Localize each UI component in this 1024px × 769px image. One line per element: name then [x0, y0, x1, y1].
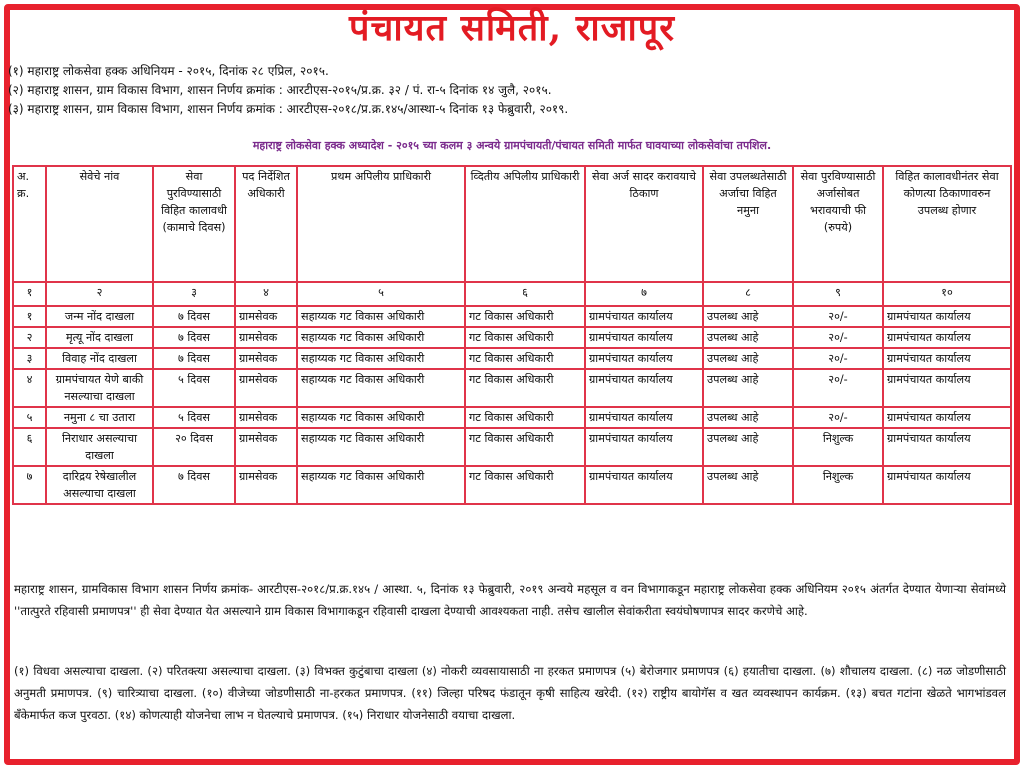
cell-fee: २०/- — [793, 407, 883, 428]
cell-serial: २ — [13, 327, 46, 348]
cell-application-form: उपलब्ध आहे — [703, 369, 793, 407]
column-number: ८ — [703, 282, 793, 306]
cell-time-limit: ५ दिवस — [153, 369, 235, 407]
cell-application-form: उपलब्ध आहे — [703, 428, 793, 466]
reference-item: (२) महाराष्ट्र शासन, ग्राम विकास विभाग, शासन निर्णय क्रमांक : आरटीएस-२०१५/प्र.क्र. ३२ / पं. रा-५ दिनांक १४ जुलै, २०१५. — [8, 83, 552, 97]
cell-delivery-place: ग्रामपंचायत कार्यालय — [883, 466, 1011, 504]
cell-serial: ६ — [13, 428, 46, 466]
cell-time-limit: ५ दिवस — [153, 407, 235, 428]
cell-designated-officer: ग्रामसेवक — [235, 306, 297, 327]
cell-first-appellate: सहाय्यक गट विकास अधिकारी — [297, 407, 465, 428]
cell-service-name: जन्म नोंद दाखला — [46, 306, 153, 327]
cell-application-form: उपलब्ध आहे — [703, 407, 793, 428]
header-first-appellate: प्रथम अपिलीय प्राधिकारी — [297, 166, 465, 282]
reference-item: (३) महाराष्ट्र शासन, ग्राम विकास विभाग, शासन निर्णय क्रमांक : आरटीएस-२०१८/प्र.क्र.१४५/आस्था-५ दिनांक १३ फेब्रुवारी, २०१९. — [8, 102, 569, 116]
column-number: ९ — [793, 282, 883, 306]
header-application-place: सेवा अर्ज सादर करावयाचे ठिकाण — [585, 166, 703, 282]
header-designated-officer: पद निर्देशित अधिकारी — [235, 166, 297, 282]
header-fee: सेवा पुरविण्यासाठी अर्जासोबत भरावयाची फी (रुपये) — [793, 166, 883, 282]
cell-first-appellate: सहाय्यक गट विकास अधिकारी — [297, 348, 465, 369]
table-row — [13, 306, 1011, 327]
cell-designated-officer: ग्रामसेवक — [235, 407, 297, 428]
cell-delivery-place: ग्रामपंचायत कार्यालय — [883, 369, 1011, 407]
cell-first-appellate: सहाय्यक गट विकास अधिकारी — [297, 306, 465, 327]
services-list: (१) विधवा असल्याचा दाखला. (२) परितक्त्या असल्याचा दाखला. (३) विभक्त कुटुंबाचा दाखला (४) नोकरी व्यवसायासाठी ना हरकत प्रमाणपत्र (५) बेरोजगार प्रमाणपत्र (६) हयातीचा दाखला. (७) शौचालय दाखला. (८) नळ जोडणीसाठी अनुमती प्रमाणपत्र. (९) चारित्र्याचा दाखला. (१०) वीजेच्या जोडणीसाठी ना-हरकत प्रमाणपत्र. (११) जिल्हा परिषद फंडातून कृषी साहित्य खरेदी. (१२) राष्ट्रीय बायोगॅस व खत व्यवस्थापन कार्यक्रम. (१३) बचत गटांना खेळते भागभांडवल बँकेमार्फत कज पुरवठा. (१४) कोणत्याही योजनेचा लाभ न घेतल्याचे प्रमाणपत्र. (१५) निराधार योजनेसाठी वयाचा दाखला. — [14, 664, 1006, 722]
column-number: ६ — [465, 282, 585, 306]
header-service-name: सेवेचे नांव — [46, 166, 153, 282]
reference-item: (१) महाराष्ट्र लोकसेवा हक्क अधिनियम - २०१५, दिनांक २८ एप्रिल, २०१५. — [8, 64, 329, 78]
cell-time-limit: ७ दिवस — [153, 348, 235, 369]
column-number: २ — [46, 282, 153, 306]
cell-first-appellate: सहाय्यक गट विकास अधिकारी — [297, 327, 465, 348]
note-paragraph: महाराष्ट्र शासन, ग्रामविकास विभाग शासन निर्णय क्रमांक- आरटीएस-२०१८/प्र.क्र.१४५ / आस्था. ५, दिनांक १३ फेब्रुवारी, २०१९ अन्वये महसूल व वन विभागाकडून महाराष्ट्र लोकसेवा हक्क अधिनियम २०१५ अंतर्गत देण्यात येणाऱ्या सेवांमध्ये ''तात्पुरते रहिवासी प्रमाणपत्र'' ही सेवा देण्यात येत असल्याने ग्राम विकास विभागाकडून रहिवासी दाखला देण्याची आवश्यकता नाही. तसेच खालील सेवांकरीता स्वयंघोषणापत्र सादर करणेचे आहे. — [14, 582, 1006, 618]
table-row — [13, 348, 1011, 369]
cell-service-name: नमुना ८ चा उतारा — [46, 407, 153, 428]
cell-application-place: ग्रामपंचायत कार्यालय — [585, 306, 703, 327]
column-number: ७ — [585, 282, 703, 306]
cell-delivery-place: ग्रामपंचायत कार्यालय — [883, 407, 1011, 428]
cell-application-place: ग्रामपंचायत कार्यालय — [585, 466, 703, 504]
column-number: ५ — [297, 282, 465, 306]
cell-designated-officer: ग्रामसेवक — [235, 348, 297, 369]
cell-serial: ५ — [13, 407, 46, 428]
header-delivery-place: विहित कालावधीनंतर सेवा कोणत्या ठिकाणावरुन उपलब्ध होणार — [883, 166, 1011, 282]
cell-application-form: उपलब्ध आहे — [703, 348, 793, 369]
cell-second-appellate: गट विकास अधिकारी — [465, 369, 585, 407]
cell-designated-officer: ग्रामसेवक — [235, 327, 297, 348]
header-second-appellate: व्दितीय अपिलीय प्राधिकारी — [465, 166, 585, 282]
cell-fee: २०/- — [793, 369, 883, 407]
column-number: ४ — [235, 282, 297, 306]
table-header-row — [13, 166, 1011, 282]
cell-service-name: मृत्यू नोंद दाखला — [46, 327, 153, 348]
cell-serial: १ — [13, 306, 46, 327]
cell-second-appellate: गट विकास अधिकारी — [465, 466, 585, 504]
cell-delivery-place: ग्रामपंचायत कार्यालय — [883, 428, 1011, 466]
cell-time-limit: ७ दिवस — [153, 306, 235, 327]
cell-second-appellate: गट विकास अधिकारी — [465, 306, 585, 327]
cell-second-appellate: गट विकास अधिकारी — [465, 428, 585, 466]
cell-fee: २०/- — [793, 348, 883, 369]
table-row — [13, 466, 1011, 504]
cell-application-place: ग्रामपंचायत कार्यालय — [585, 369, 703, 407]
cell-application-place: ग्रामपंचायत कार्यालय — [585, 327, 703, 348]
cell-application-place: ग्रामपंचायत कार्यालय — [585, 407, 703, 428]
table-subheading: महाराष्ट्र लोकसेवा हक्क अध्यादेश - २०१५ च्या कलम ३ अन्वये ग्रामपंचायती/पंचायत समिती मार्फत घावयाच्या लोकसेवांचा तपशिल. — [252, 139, 772, 152]
cell-serial: ४ — [13, 369, 46, 407]
cell-application-place: ग्रामपंचायत कार्यालय — [585, 348, 703, 369]
cell-delivery-place: ग्रामपंचायत कार्यालय — [883, 348, 1011, 369]
cell-time-limit: ७ दिवस — [153, 327, 235, 348]
cell-second-appellate: गट विकास अधिकारी — [465, 348, 585, 369]
cell-application-form: उपलब्ध आहे — [703, 327, 793, 348]
cell-second-appellate: गट विकास अधिकारी — [465, 407, 585, 428]
cell-service-name: दारिद्रय रेषेखालील असल्याचा दाखला — [46, 466, 153, 504]
cell-application-place: ग्रामपंचायत कार्यालय — [585, 428, 703, 466]
table-row — [13, 428, 1011, 466]
column-number: ३ — [153, 282, 235, 306]
cell-time-limit: २० दिवस — [153, 428, 235, 466]
cell-delivery-place: ग्रामपंचायत कार्यालय — [883, 327, 1011, 348]
cell-second-appellate: गट विकास अधिकारी — [465, 327, 585, 348]
cell-first-appellate: सहाय्यक गट विकास अधिकारी — [297, 369, 465, 407]
column-number-row — [13, 282, 1011, 306]
header-serial: अ. क्र. — [13, 166, 46, 282]
cell-fee: २०/- — [793, 327, 883, 348]
table-row — [13, 407, 1011, 428]
cell-fee: २०/- — [793, 306, 883, 327]
cell-service-name: निराधार असल्याचा दाखला — [46, 428, 153, 466]
header-application-form: सेवा उपलब्धतेसाठी अर्जाचा विहित नमुना — [703, 166, 793, 282]
cell-first-appellate: सहाय्यक गट विकास अधिकारी — [297, 466, 465, 504]
column-number: १ — [13, 282, 46, 306]
cell-fee: निशुल्क — [793, 466, 883, 504]
cell-serial: ७ — [13, 466, 46, 504]
column-number: १० — [883, 282, 1011, 306]
cell-application-form: उपलब्ध आहे — [703, 466, 793, 504]
table-row — [13, 369, 1011, 407]
cell-designated-officer: ग्रामसेवक — [235, 428, 297, 466]
cell-delivery-place: ग्रामपंचायत कार्यालय — [883, 306, 1011, 327]
page-title: पंचायत समिती, राजापूर — [349, 7, 675, 49]
cell-designated-officer: ग्रामसेवक — [235, 466, 297, 504]
cell-designated-officer: ग्रामसेवक — [235, 369, 297, 407]
header-time-limit: सेवा पुरविण्यासाठी विहित कालावधी (कामाचे दिवस) — [153, 166, 235, 282]
references-list — [8, 62, 568, 119]
cell-service-name: विवाह नोंद दाखला — [46, 348, 153, 369]
table-row — [13, 327, 1011, 348]
cell-first-appellate: सहाय्यक गट विकास अधिकारी — [297, 428, 465, 466]
cell-fee: निशुल्क — [793, 428, 883, 466]
cell-service-name: ग्रामपंचायत येणे बाकी नसल्याचा दाखला — [46, 369, 153, 407]
cell-serial: ३ — [13, 348, 46, 369]
services-table — [12, 165, 1012, 505]
cell-application-form: उपलब्ध आहे — [703, 306, 793, 327]
cell-time-limit: ७ दिवस — [153, 466, 235, 504]
